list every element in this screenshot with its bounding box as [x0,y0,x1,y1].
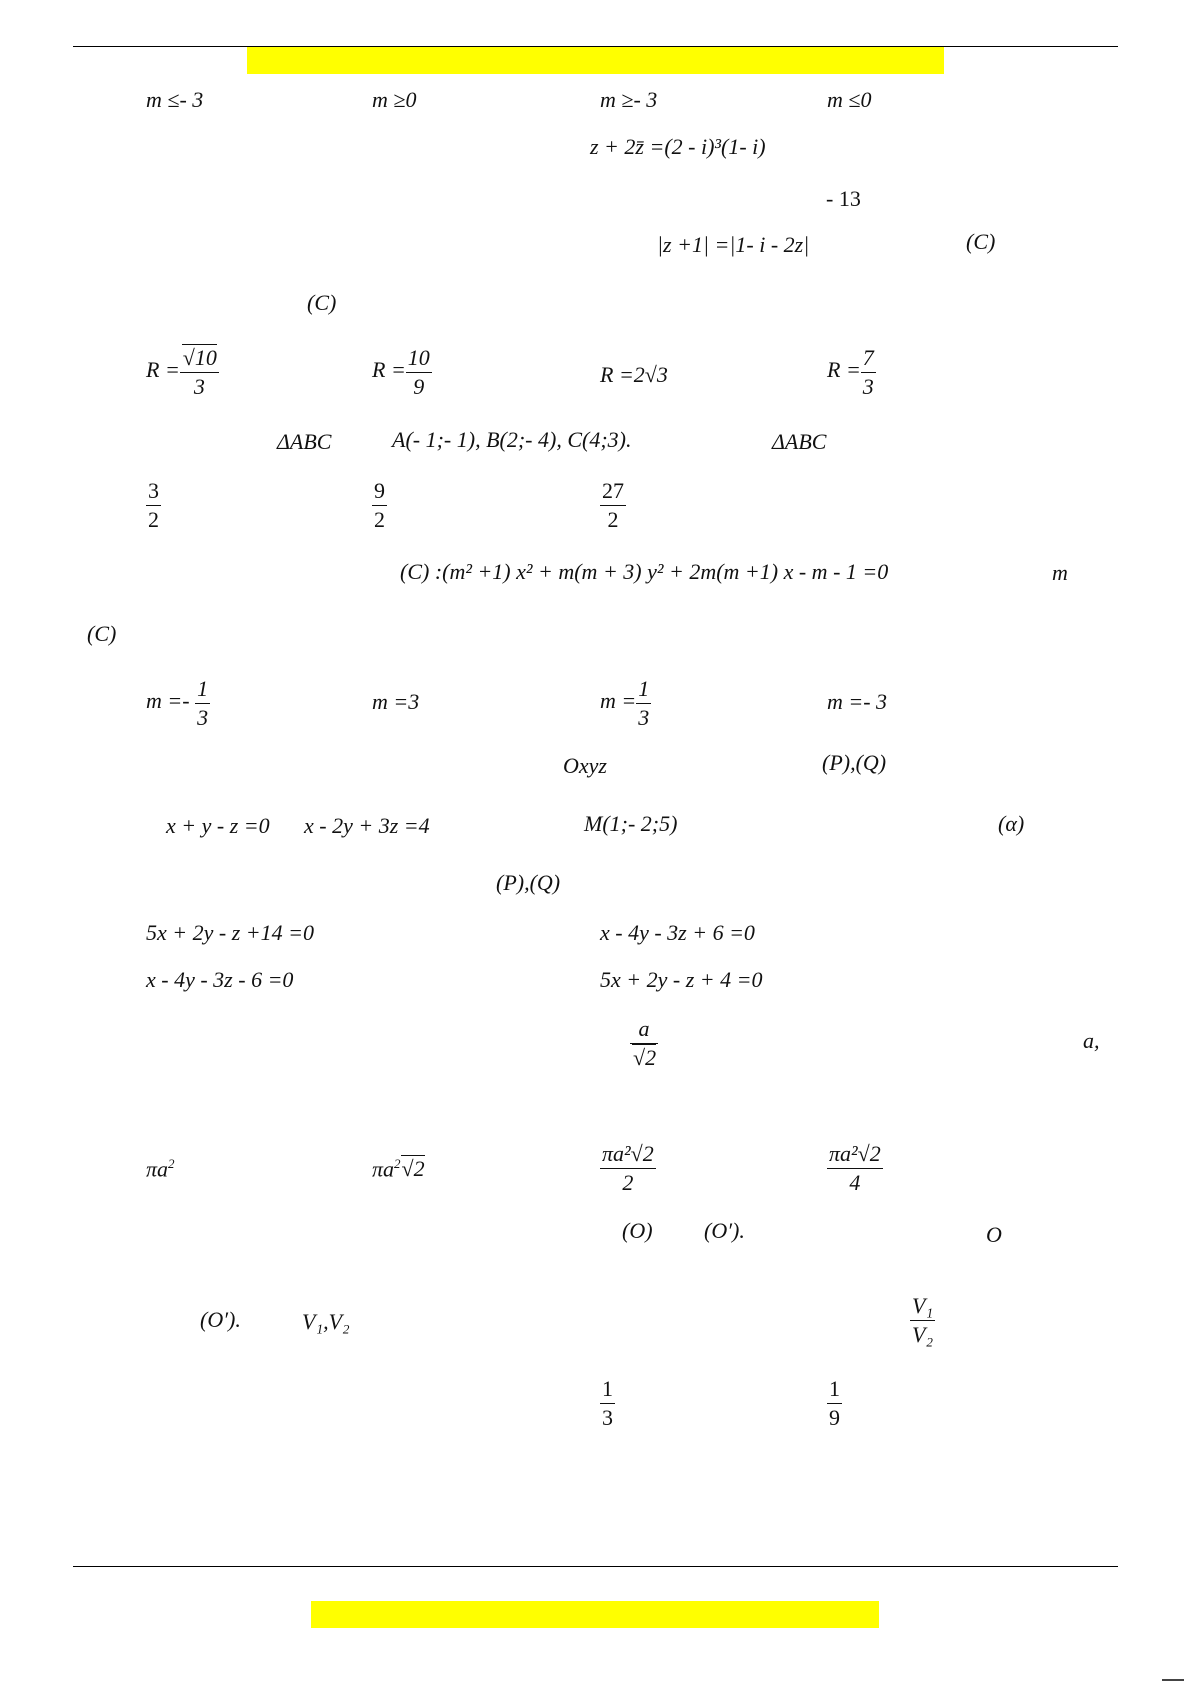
center-o-label: O [986,1222,1002,1247]
opt-1c: m ≥- 3 [600,87,658,112]
side-a-q8: a, [1083,1028,1100,1053]
opt-6b: m =3 [372,689,420,714]
opt-9c: $\frac{1}{3}$ [602,1376,613,1430]
opt-6d: m =- 3 [827,689,888,714]
opt-4b: R = $\frac{10}{9}$ [372,345,430,399]
opt-9d: $\frac{1}{9}$ [829,1376,840,1430]
opt-4d: R = $\frac{7}{3}$ [827,345,874,399]
opt-7d: 5x + 2y - z + 4 =0 [600,967,763,992]
opt-1a: m ≤- 3 [146,87,204,112]
volumes-label: V₁,V₂ [302,1309,350,1334]
volume-ratio: $\frac{\text{V₁}}{\text{V₂}}$ [912,1293,934,1347]
curve-label-q3b: (C) [307,290,337,315]
curve-label-q6: (C) [87,621,117,646]
bottom-highlight-bar [311,1601,879,1628]
opt-8d: $\frac{\text{πa²√2}}{4}$ [829,1141,881,1195]
fraction-q8: $\frac{a}{√2}$ [630,1015,658,1071]
point-m-q7: M(1;- 2;5) [584,811,678,836]
opt-8b: $\pi a^2√2$ [372,1156,425,1182]
points-q5: A(- 1;- 1), B(2;- 4), C(4;3). [392,427,632,452]
circle-o-prime-label-b: (O′). [200,1307,241,1332]
opt-8c: $\frac{\text{πa²√2}}{2}$ [602,1141,654,1195]
equation-q2: z + 2z̄ =(2 - i)³(1- i) [590,134,766,159]
opt-8a: $\pi a^2$ [146,1156,175,1182]
opt-7b: x - 4y - 3z + 6 =0 [600,920,755,945]
top-highlight-bar [247,47,944,74]
opt-1d: m ≤0 [827,87,872,112]
opt-1b: m ≥0 [372,87,417,112]
opt-6c: m = $\frac{1}{3}$ [600,676,650,730]
planes-label-q7b: (P),(Q) [496,870,561,895]
equation-q6: (C) :(m² +1) x² + m(m + 3) y² + 2m(m +1) x - m - 1 =0 [400,559,889,584]
opt-5a: $\frac{3}{2}$ [148,478,159,532]
circle-o-prime-label: (O′). [704,1218,745,1243]
triangle-label-q5: ΔABC [277,429,332,454]
opt-7c: x - 4y - 3z - 6 =0 [146,967,294,992]
equation-q3: |z +1| =|1- i - 2z| [657,232,810,257]
opt-5b: $\frac{9}{2}$ [374,478,385,532]
plane-q-eq: x - 2y + 3z =4 [304,813,430,838]
triangle-label-q5b: ΔABC [772,429,827,454]
coord-system-q7: Oxyz [563,753,607,778]
bottom-rule [73,1566,1118,1567]
curve-label-q3: (C) [966,229,996,254]
page-corner-mark [1162,1679,1184,1681]
opt-7a: 5x + 2y - z +14 =0 [146,920,314,945]
opt-4c: R =2√3 [600,362,668,387]
opt-6a: m =- $\frac{1}{3}$ [146,676,209,730]
opt-4a: R = $\frac{√10}{3}$ [146,345,217,399]
circle-o-label: (O) [622,1218,653,1243]
plane-alpha-label: (α) [998,811,1025,836]
answer-q2: - 13 [826,186,861,211]
plane-p-eq: x + y - z =0 [166,813,270,838]
opt-5c: $\frac{27}{2}$ [602,478,624,532]
param-m-q6: m [1052,560,1068,585]
planes-label-q7: (P),(Q) [822,750,887,775]
